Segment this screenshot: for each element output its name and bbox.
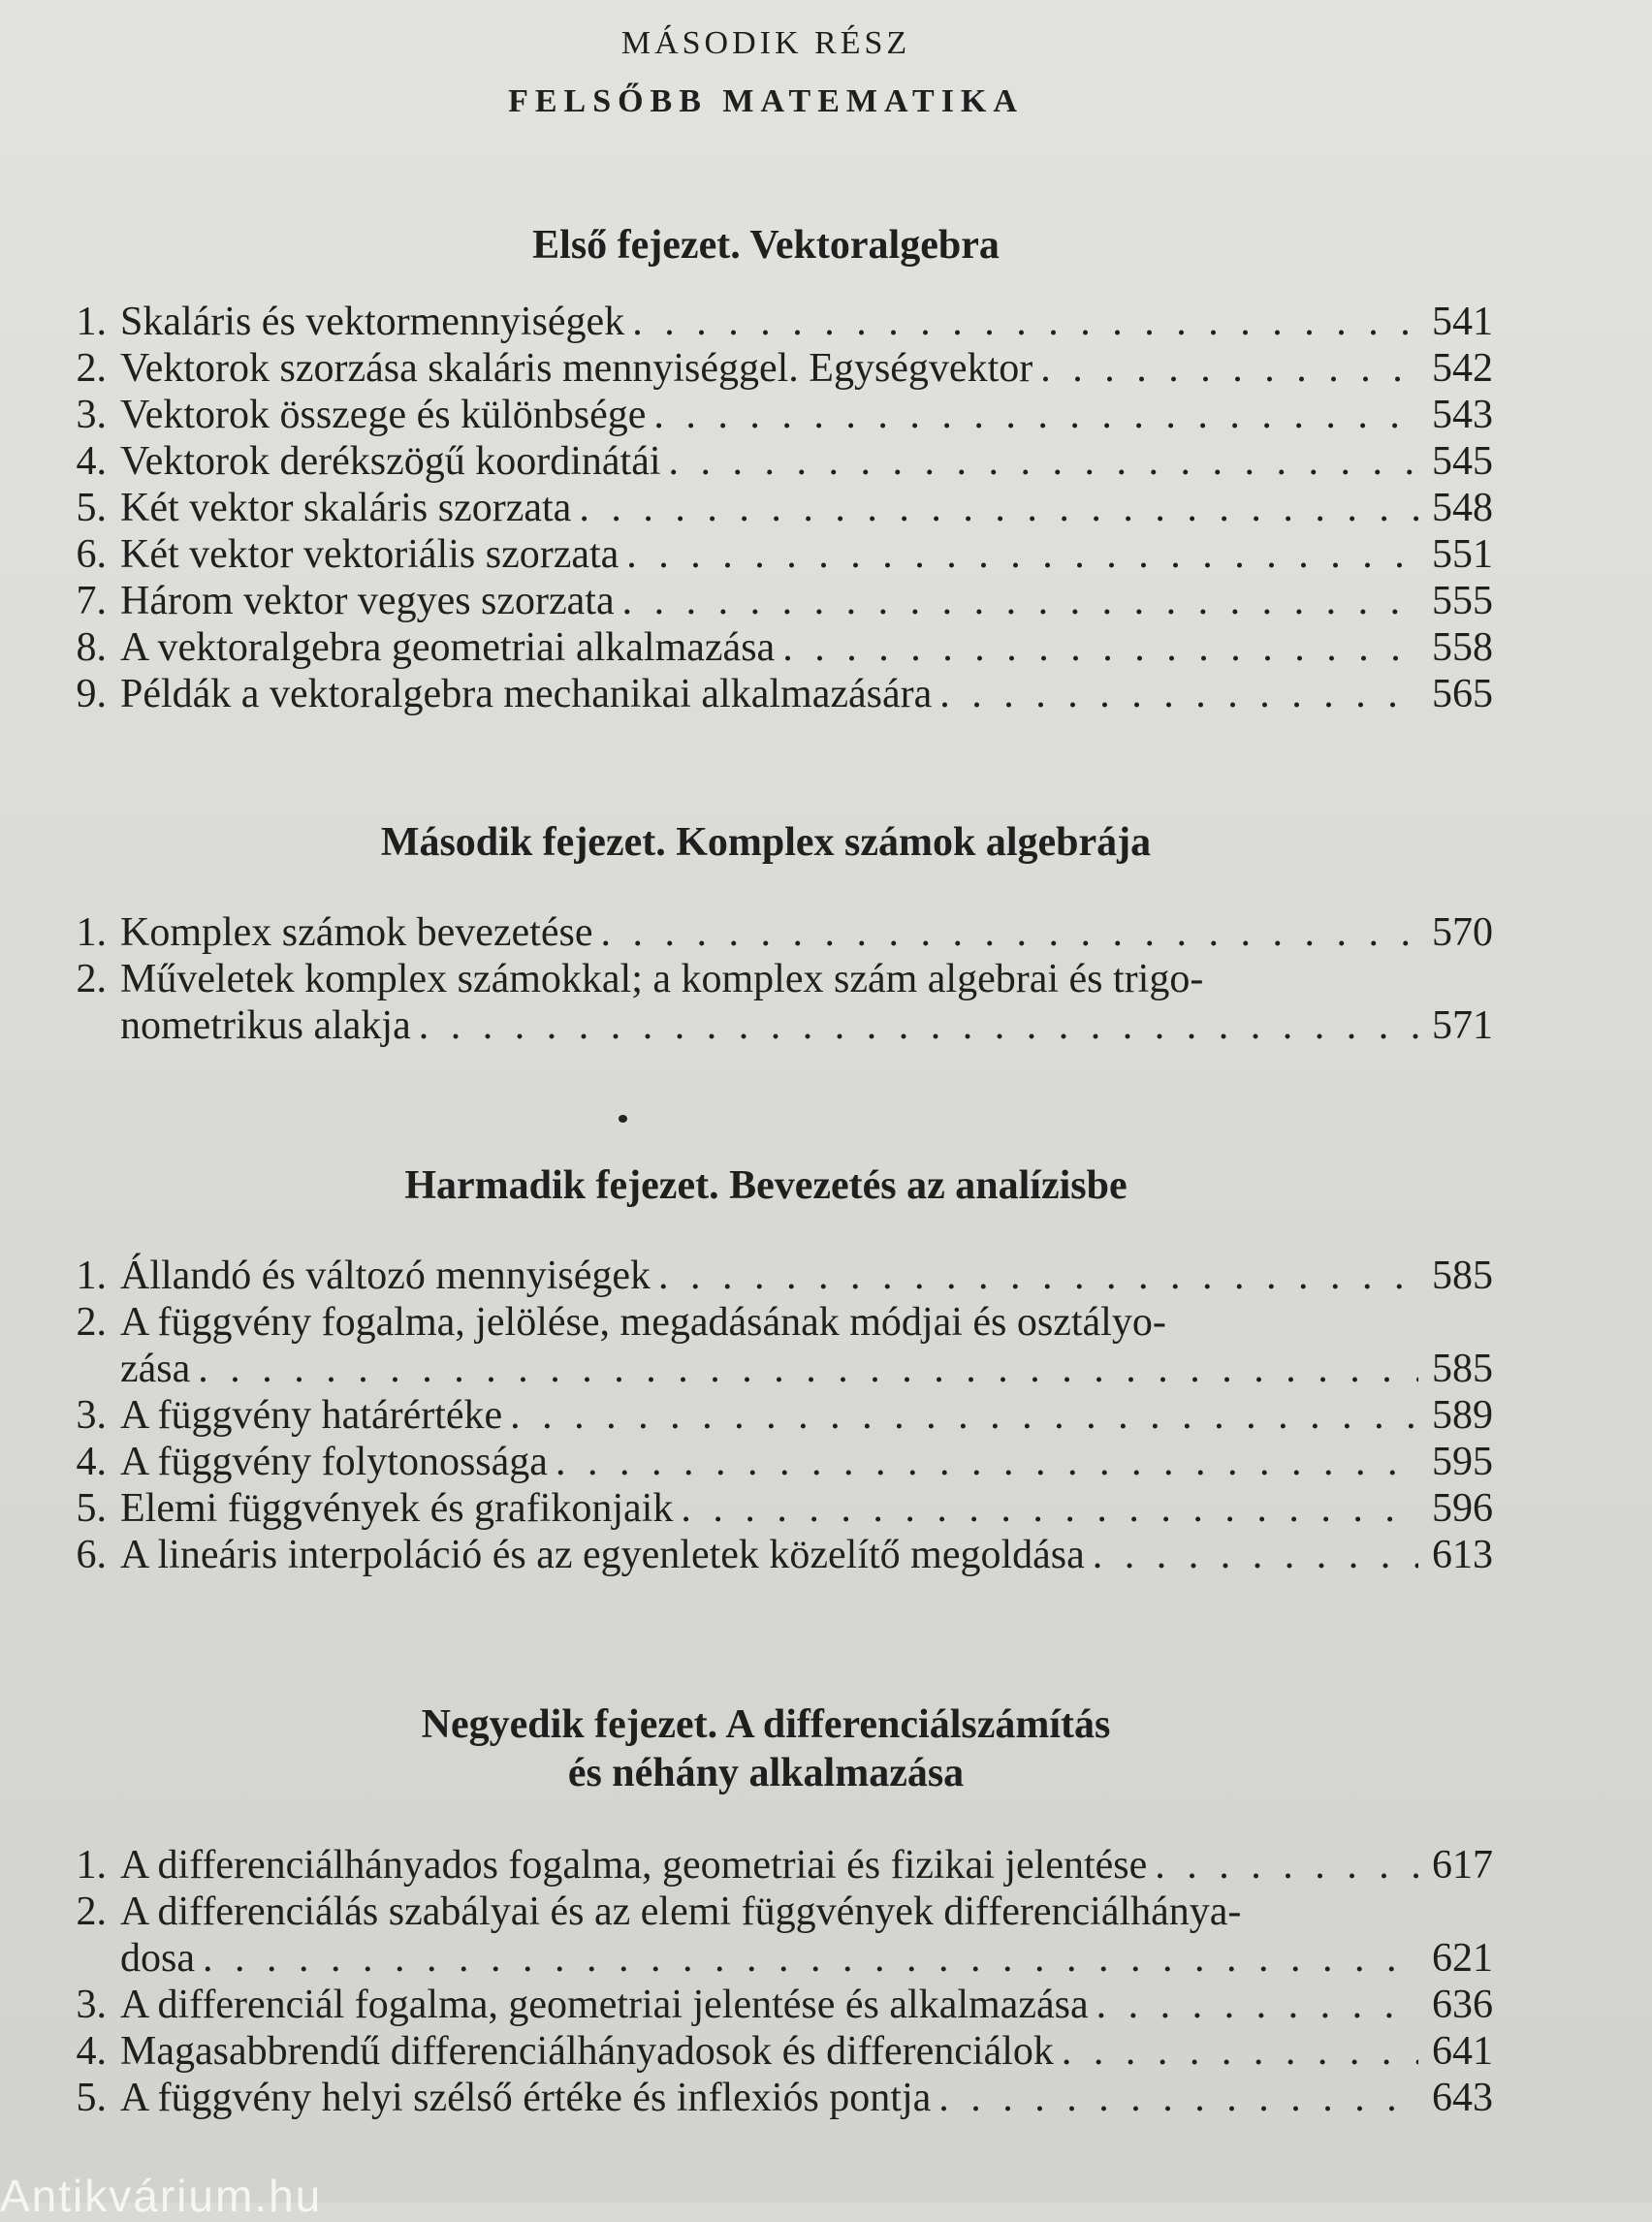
leader-dots [510, 1392, 1418, 1439]
toc-entry [39, 624, 1493, 671]
entry-page: 595 [1432, 1440, 1493, 1484]
entry-number: 3. [76, 1393, 107, 1438]
entry-number: 7. [76, 579, 107, 623]
entry-title: A függvény helyi szélső értéke és inflexiós pontja [120, 2076, 932, 2120]
entry-number: 2. [76, 1300, 107, 1345]
entry-number: 2. [76, 346, 107, 391]
leader-dots [632, 299, 1418, 345]
leader-dots [622, 578, 1418, 624]
chapter-4-title-line-2: és néhány alkalmazása [567, 1751, 965, 1795]
entry-page: 541 [1432, 300, 1493, 344]
entry-title: Példák a vektoralgebra mechanikai alkalmazására [120, 672, 933, 716]
leader-dots [198, 1346, 1418, 1392]
entry-title-continuation: zása [120, 1347, 191, 1391]
toc-entry [39, 2028, 1493, 2075]
entry-page: 636 [1432, 1983, 1493, 2027]
entry-number: 4. [76, 1440, 107, 1484]
entry-title: Elemi függvények és grafikonjaik [120, 1486, 674, 1531]
entry-number: 1. [76, 300, 107, 344]
toc-entry [39, 1889, 1493, 1982]
toc-entry [39, 671, 1493, 717]
leader-dots [579, 485, 1418, 531]
leader-dots [1155, 1842, 1418, 1889]
leader-dots [782, 624, 1418, 671]
toc-entry [39, 299, 1493, 345]
entry-title: A lineáris interpoláció és az egyenletek közelítő megoldása [120, 1533, 1085, 1577]
entry-page: 585 [1432, 1347, 1493, 1391]
entry-number: 4. [76, 439, 107, 484]
toc-entry [39, 438, 1493, 485]
toc-entry [39, 1485, 1493, 1532]
entry-page: 571 [1432, 1003, 1493, 1048]
toc-entry [39, 485, 1493, 531]
leader-dots [939, 671, 1418, 717]
chapter-3-title: Harmadik fejezet. Bevezetés az analízisbe [404, 1163, 1128, 1208]
entry-title: A vektoralgebra geometriai alkalmazása [120, 625, 776, 670]
entry-page: 551 [1432, 532, 1493, 577]
entry-title: A differenciálhányados fogalma, geometriai és fizikai jelentése [120, 1843, 1148, 1888]
entry-page: 585 [1432, 1254, 1493, 1298]
entry-title-continuation: nometrikus alakja [120, 1003, 411, 1048]
entry-number: 5. [76, 486, 107, 530]
entry-title: Magasabbrendű differenciálhányadosok és differenciálok [120, 2029, 1054, 2074]
chapter-4-title: Negyedik fejezet. A differenciálszámítás [421, 1702, 1111, 1747]
entry-title: A differenciálás szabályai és az elemi függvények differenciálhánya- [120, 1889, 1242, 1934]
entry-title: Vektorok derékszögű koordinátái [120, 439, 661, 484]
entry-page: 596 [1432, 1486, 1493, 1531]
entry-page: 542 [1432, 346, 1493, 391]
entry-page: 565 [1432, 672, 1493, 716]
leader-dots [556, 1439, 1418, 1485]
entry-number: 6. [76, 1533, 107, 1577]
entry-page: 548 [1432, 486, 1493, 530]
entry-page: 617 [1432, 1843, 1493, 1888]
entry-title: Három vektor vegyes szorzata [120, 579, 615, 623]
toc-entry [39, 578, 1493, 624]
toc-entry [39, 1253, 1493, 1299]
entry-title: Két vektor skaláris szorzata [120, 486, 572, 530]
entry-number: 1. [76, 910, 107, 955]
leader-dots [681, 1485, 1418, 1532]
entry-title: Skaláris és vektormennyiségek [120, 300, 625, 344]
toc-entry [39, 1532, 1493, 1578]
entry-page: 558 [1432, 625, 1493, 670]
entry-number: 1. [76, 1843, 107, 1888]
leader-dots [600, 909, 1418, 956]
entry-title: Komplex számok bevezetése [120, 910, 593, 955]
entry-number: 5. [76, 1486, 107, 1531]
toc-entry [39, 1439, 1493, 1485]
entry-number: 9. [76, 672, 107, 716]
entry-page: 643 [1432, 2076, 1493, 2120]
chapter-2-title: Második fejezet. Komplex számok algebrája [380, 820, 1152, 865]
entry-page: 589 [1432, 1393, 1493, 1438]
entry-title: A függvény határértéke [120, 1393, 503, 1438]
toc-entry [39, 2075, 1493, 2121]
entry-number: 2. [76, 957, 107, 1001]
entry-page: 641 [1432, 2029, 1493, 2074]
entry-title: Állandó és változó mennyiségek [120, 1254, 651, 1298]
leader-dots [669, 438, 1418, 485]
leader-dots [203, 1935, 1418, 1982]
entry-title: A függvény folytonossága [120, 1440, 548, 1484]
part-label: MÁSODIK RÉSZ [620, 25, 911, 61]
entry-title: Műveletek komplex számokkal; a komplex szám algebrai és trigo- [120, 957, 1204, 1001]
leader-dots [653, 392, 1418, 438]
entry-title: Vektorok összege és különbsége [120, 393, 647, 437]
entry-page: 555 [1432, 579, 1493, 623]
entry-number: 8. [76, 625, 107, 670]
entry-page: 543 [1432, 393, 1493, 437]
ink-speck [619, 1115, 627, 1123]
entry-title: A differenciál fogalma, geometriai jelentése és alkalmazása [120, 1983, 1089, 2027]
entry-page: 570 [1432, 910, 1493, 955]
leader-dots [419, 1002, 1418, 1049]
toc-entry [39, 1842, 1493, 1889]
part-title: FELSŐBB MATEMATIKA [508, 83, 1024, 119]
toc-entry [39, 531, 1493, 578]
entry-number: 2. [76, 1889, 107, 1934]
toc-entry [39, 345, 1493, 392]
watermark: Antikvárium.hu [0, 2171, 323, 2221]
toc-entry [39, 909, 1493, 956]
leader-dots [1062, 2028, 1418, 2075]
entry-title: A függvény fogalma, jelölése, megadásának módjai és osztályo- [120, 1300, 1166, 1345]
entry-number: 1. [76, 1254, 107, 1298]
leader-dots [658, 1253, 1418, 1299]
entry-title-continuation: dosa [120, 1936, 195, 1981]
entry-page: 621 [1432, 1936, 1493, 1981]
chapter-1-title: Első fejezet. Vektoralgebra [532, 223, 1000, 268]
entry-title: Vektorok szorzása skaláris mennyiséggel. Egységvektor [120, 346, 1033, 391]
leader-dots [1093, 1532, 1418, 1578]
entry-page: 613 [1432, 1533, 1493, 1577]
toc-entry [39, 1299, 1493, 1392]
leader-dots [1040, 345, 1418, 392]
toc-entry [39, 392, 1493, 438]
entry-number: 3. [76, 393, 107, 437]
leader-dots [1096, 1982, 1418, 2028]
entry-number: 6. [76, 532, 107, 577]
entry-page: 545 [1432, 439, 1493, 484]
toc-entry [39, 956, 1493, 1049]
toc-entry [39, 1392, 1493, 1439]
toc-entry [39, 1982, 1493, 2028]
leader-dots [938, 2075, 1418, 2121]
leader-dots [626, 531, 1418, 578]
entry-number: 5. [76, 2076, 107, 2120]
entry-number: 4. [76, 2029, 107, 2074]
entry-title: Két vektor vektoriális szorzata [120, 532, 620, 577]
entry-number: 3. [76, 1983, 107, 2027]
